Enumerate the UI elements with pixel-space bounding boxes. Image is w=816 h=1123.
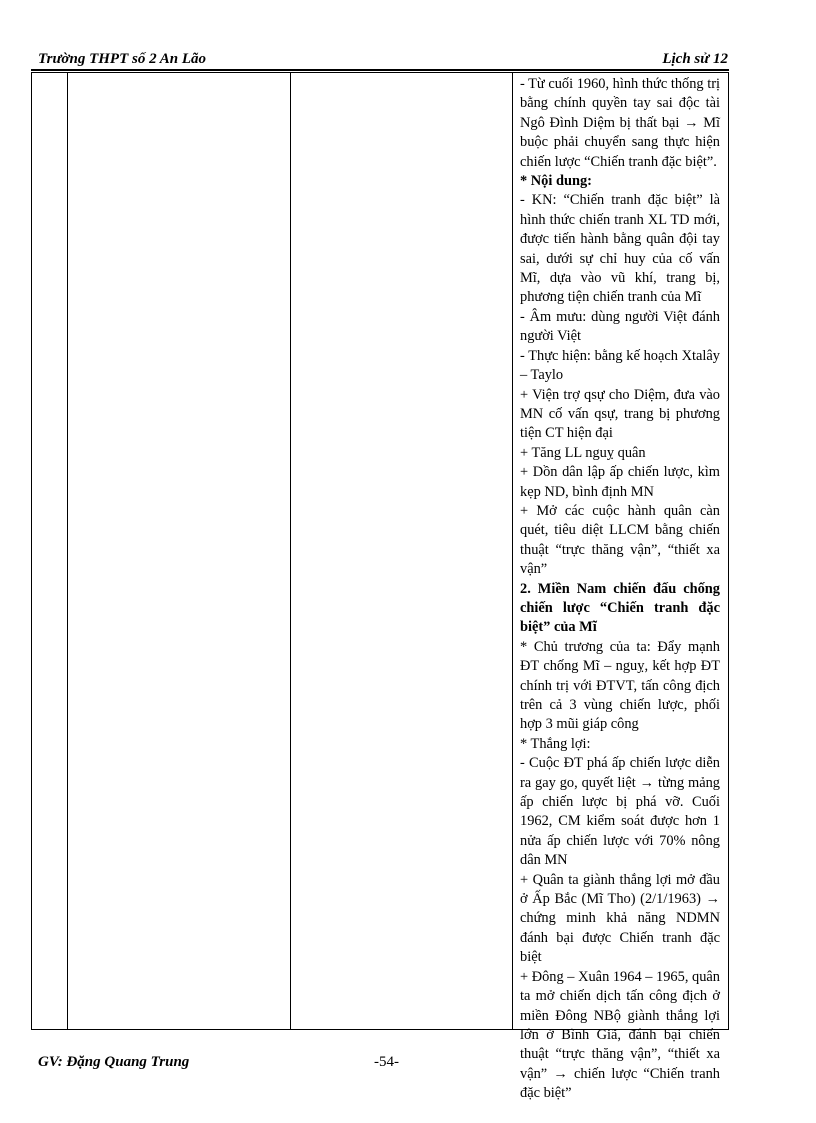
footer-teacher: GV: Đặng Quang Trung xyxy=(38,1054,190,1070)
header-rule xyxy=(31,69,729,71)
table-column-2 xyxy=(68,73,291,1029)
paragraph: + Tăng LL nguỵ quân xyxy=(520,444,646,461)
table-column-1 xyxy=(32,73,68,1029)
section-heading: * Nội dung: xyxy=(520,173,592,190)
paragraph: + Đông – Xuân 1964 – 1965, quân ta mở chiến dịch tấn công địch ở miền Đông NBộ giành thắng lợi lớn ở Bình Giã, đánh bại chiến thuật “trực thăng vận”, “thiết xa vận” → chiến lược “Chiến tranh đặc biệt” xyxy=(520,968,720,1102)
paragraph: + Viện trợ qsự cho Diệm, đưa vào MN cố vấn qsự, trang bị phương tiện CT hiện đại xyxy=(520,386,720,442)
table-column-3 xyxy=(291,73,513,1029)
paragraph: + Dồn dân lập ấp chiến lược, kìm kẹp ND, bình định MN xyxy=(520,464,720,500)
paragraph: * Chủ trương của ta: Đẩy mạnh ĐT chống Mĩ – nguỵ, kết hợp ĐT chính trị với ĐTVT, tấn công địch trên cả 3 vùng chiến lược, phối hợp 3 mũi giáp công xyxy=(520,638,720,733)
paragraph: + Mở các cuộc hành quân càn quét, tiêu diệt LLCM bằng chiến thuật “trực thăng vận”, “thiết xa vận” xyxy=(520,502,720,578)
paragraph: - Cuộc ĐT phá ấp chiến lược diễn ra gay go, quyết liệt → từng mảng ấp chiến lược bị phá vỡ. Cuối 1962, CM kiểm soát được hơn 1 nửa ấp chiến lược với 70% nông dân MN xyxy=(520,755,720,869)
header-school: Trường THPT số 2 An Lão xyxy=(38,51,207,67)
paragraph: - Từ cuối 1960, hình thức thống trị bằng chính quyền tay sai độc tài Ngô Đình Diệm bị thất bại → Mĩ buộc phải chuyển sang thực hiện chiến lược “Chiến tranh đặc biệt”. xyxy=(520,76,720,170)
section-heading: 2. Miền Nam chiến đấu chống chiến lược “Chiến tranh đặc biệt” của Mĩ xyxy=(520,580,720,636)
header-subject: Lịch sử 12 xyxy=(662,51,728,67)
paragraph: * Thắng lợi: xyxy=(520,735,591,752)
paragraph: - KN: “Chiến tranh đặc biệt” là hình thức chiến tranh XL TD mới, được tiến hành bằng quân đội tay sai, dưới sự chỉ huy của cố vấn Mĩ, dựa vào vũ khí, trang bị, phương tiện chiến tranh của Mĩ xyxy=(520,192,720,306)
footer-page-number: -54- xyxy=(374,1054,399,1070)
paragraph: + Quân ta giành thắng lợi mở đầu ở Ấp Bắc (Mĩ Tho) (2/1/1963) → chứng minh khả năng NDMN đánh bại được Chiến tranh đặc biệt xyxy=(520,871,720,966)
table-column-content xyxy=(513,73,728,1102)
paragraph: - Âm mưu: dùng người Việt đánh người Việt xyxy=(520,308,720,345)
paragraph: - Thực hiện: bằng kế hoạch Xtalây – Taylo xyxy=(520,347,720,384)
